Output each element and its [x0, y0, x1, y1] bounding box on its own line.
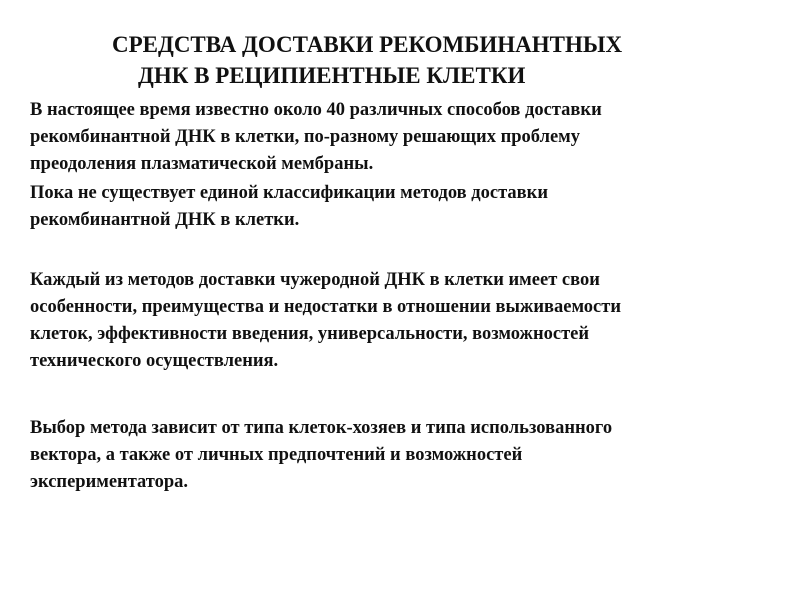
paragraph-line: преодоления плазматической мембраны. — [30, 154, 374, 174]
title-line-2: ДНК В РЕЦИПИЕНТНЫЕ КЛЕТКИ — [138, 63, 526, 88]
paragraph-delivery-methods-count — [30, 97, 780, 178]
paragraph-line: вектора, а также от личных предпочтений и возможностей — [30, 445, 523, 465]
paragraph-method-choice — [30, 415, 780, 496]
paragraph-line: рекомбинантной ДНК в клетки, по-разному решающих проблему — [30, 127, 581, 147]
paragraph-line: особенности, преимущества и недостатки в отношении выживаемости — [30, 297, 622, 317]
paragraph-line: экспериментатора. — [30, 472, 189, 492]
paragraph-line: Выбор метода зависит от типа клеток-хозяев и типа использованного — [30, 418, 613, 438]
paragraph-line: клеток, эффективности введения, универсальности, возможностей — [30, 324, 590, 344]
title-line-1: СРЕДСТВА ДОСТАВКИ РЕКОМБИНАНТНЫХ — [112, 32, 623, 57]
paragraph-line: В настоящее время известно около 40 различных способов доставки — [30, 100, 602, 120]
paragraph-no-classification — [30, 180, 780, 234]
paragraph-line: Каждый из методов доставки чужеродной ДНК в клетки имеет свои — [30, 270, 600, 290]
paragraph-line: технического осуществления. — [30, 351, 279, 371]
paragraph-line: Пока не существует единой классификации методов доставки — [30, 183, 548, 203]
paragraph-line: рекомбинантной ДНК в клетки. — [30, 210, 300, 230]
paragraph-method-features — [30, 267, 780, 375]
